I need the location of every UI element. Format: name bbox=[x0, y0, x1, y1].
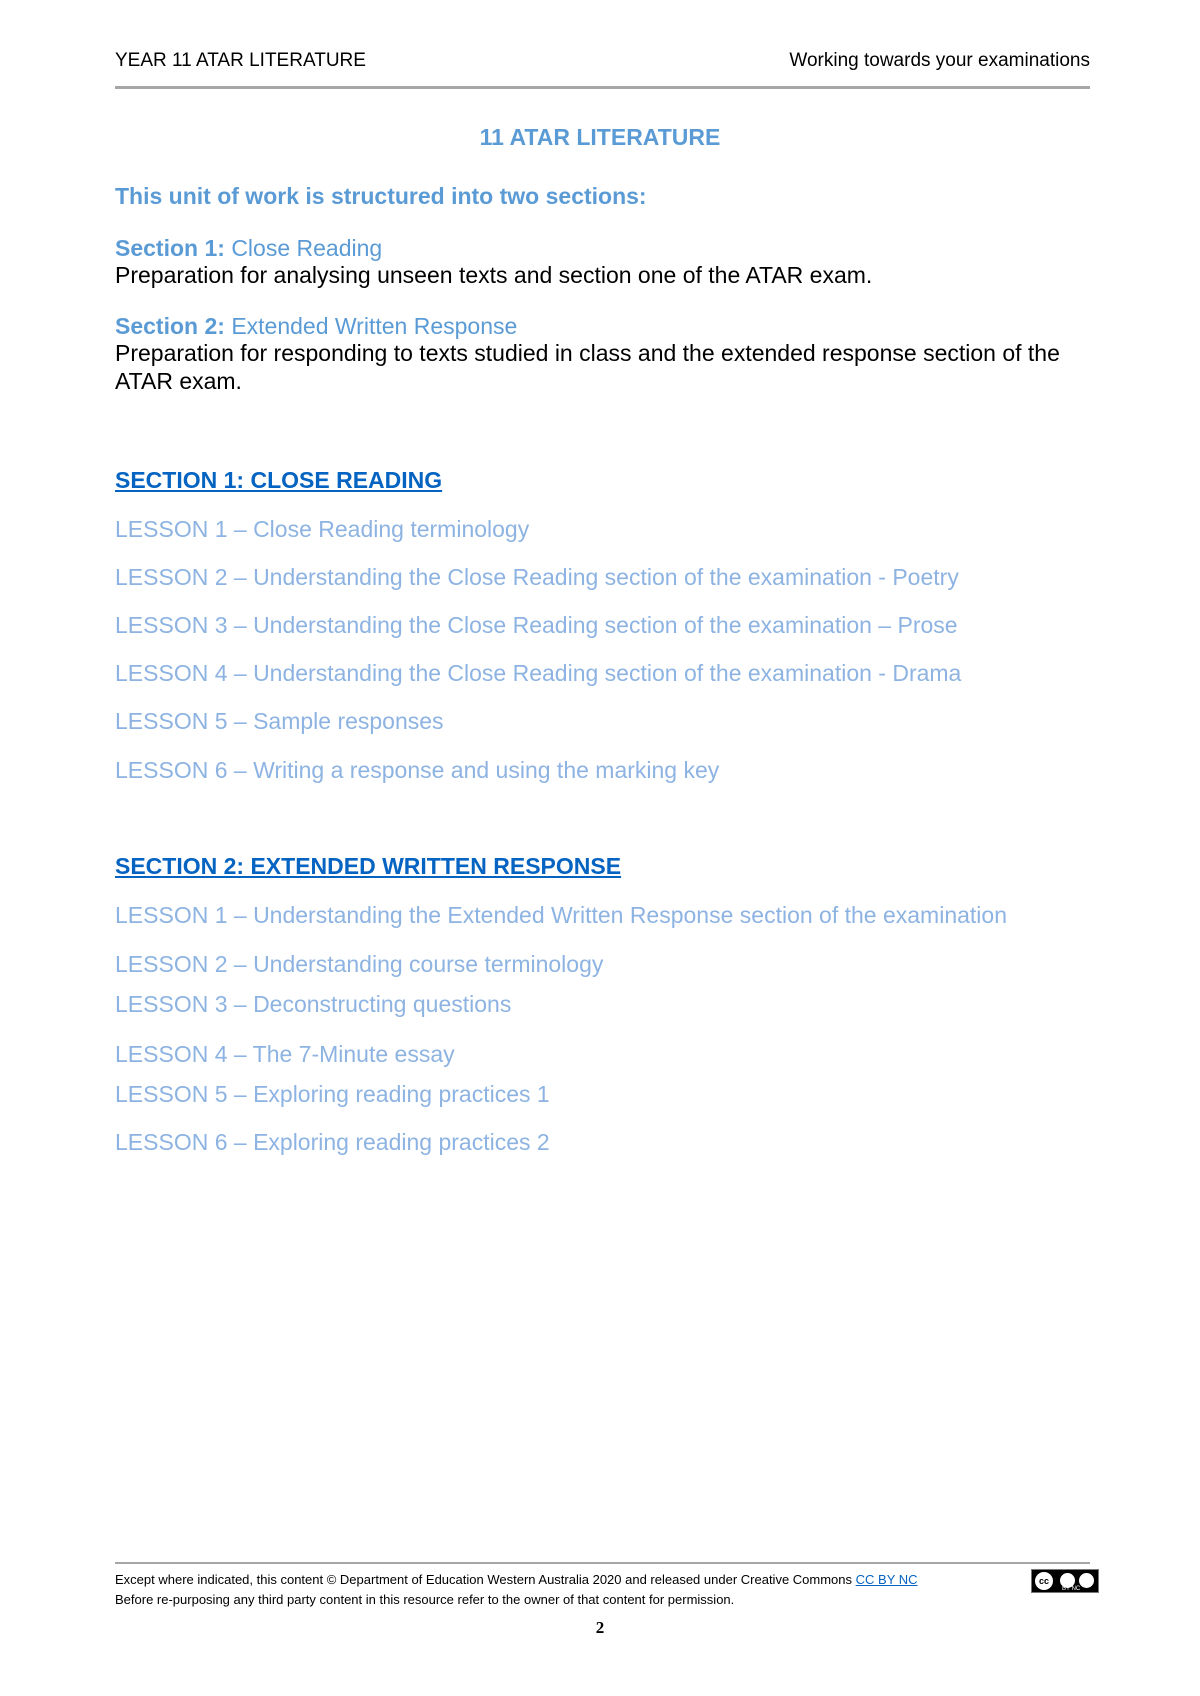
header-course-title: YEAR 11 ATAR LITERATURE bbox=[115, 50, 366, 71]
overview-section-2-description: Preparation for responding to texts studied in class and the extended response section of the ATAR exam. bbox=[115, 340, 1060, 394]
footer-copyright-text: Except where indicated, this content © Department of Education Western Australia 2020 and released under Creative Commons bbox=[115, 1572, 856, 1587]
overview-section-1-label: Section 1: bbox=[115, 235, 225, 261]
page-header bbox=[115, 50, 1090, 89]
section-1-lesson-5[interactable]: LESSON 5 – Sample responses bbox=[115, 708, 444, 734]
cc-license-badge[interactable] bbox=[1031, 1569, 1099, 1593]
section-1-lesson-3[interactable]: LESSON 3 – Understanding the Close Reading section of the examination – Prose bbox=[115, 612, 958, 638]
overview-section-2-name: Extended Written Response bbox=[231, 313, 518, 339]
overview-section-1-name: Close Reading bbox=[231, 235, 383, 261]
page-number: 2 bbox=[595, 1618, 605, 1637]
overview-section-2-label: Section 2: bbox=[115, 313, 225, 339]
footer-divider bbox=[115, 1562, 1090, 1564]
footer-permission-note: Before re-purposing any third party content in this resource refer to the owner of that content for permission. bbox=[115, 1592, 735, 1607]
section-2-lesson-3[interactable]: LESSON 3 – Deconstructing questions bbox=[115, 991, 512, 1017]
noncommercial-icon bbox=[1079, 1573, 1094, 1588]
cc-badge-text: BY NC bbox=[1062, 1586, 1081, 1592]
overview-section-1-description: Preparation for analysing unseen texts and section one of the ATAR exam. bbox=[115, 262, 873, 288]
overview-section-2-heading bbox=[115, 313, 517, 340]
section-2-lesson-2[interactable]: LESSON 2 – Understanding course terminology bbox=[115, 951, 604, 977]
intro-statement: This unit of work is structured into two sections: bbox=[115, 183, 647, 209]
section-2-lesson-1[interactable]: LESSON 1 – Understanding the Extended Written Response section of the examination bbox=[115, 902, 1007, 928]
section-1-lesson-4[interactable]: LESSON 4 – Understanding the Close Reading section of the examination - Drama bbox=[115, 660, 962, 686]
section-1-lesson-2[interactable]: LESSON 2 – Understanding the Close Reading section of the examination - Poetry bbox=[115, 564, 959, 590]
section-1-lesson-6[interactable]: LESSON 6 – Writing a response and using the marking key bbox=[115, 757, 720, 783]
header-subtitle: Working towards your examinations bbox=[789, 50, 1090, 71]
section-2-lesson-4[interactable]: LESSON 4 – The 7-Minute essay bbox=[115, 1041, 455, 1067]
footer-copyright bbox=[115, 1572, 918, 1587]
license-link[interactable]: CC BY NC bbox=[855, 1572, 918, 1587]
cc-icon: cc bbox=[1035, 1572, 1053, 1590]
section-2-lesson-5[interactable]: LESSON 5 – Exploring reading practices 1 bbox=[115, 1081, 550, 1107]
section-2-heading-link[interactable]: SECTION 2: EXTENDED WRITTEN RESPONSE bbox=[115, 853, 622, 879]
document-title: 11 ATAR LITERATURE bbox=[479, 124, 721, 150]
section-1-lesson-1[interactable]: LESSON 1 – Close Reading terminology bbox=[115, 516, 530, 542]
section-2-lesson-6[interactable]: LESSON 6 – Exploring reading practices 2 bbox=[115, 1129, 550, 1155]
section-1-heading-link[interactable]: SECTION 1: CLOSE READING bbox=[115, 467, 443, 493]
overview-section-1-heading bbox=[115, 235, 382, 262]
